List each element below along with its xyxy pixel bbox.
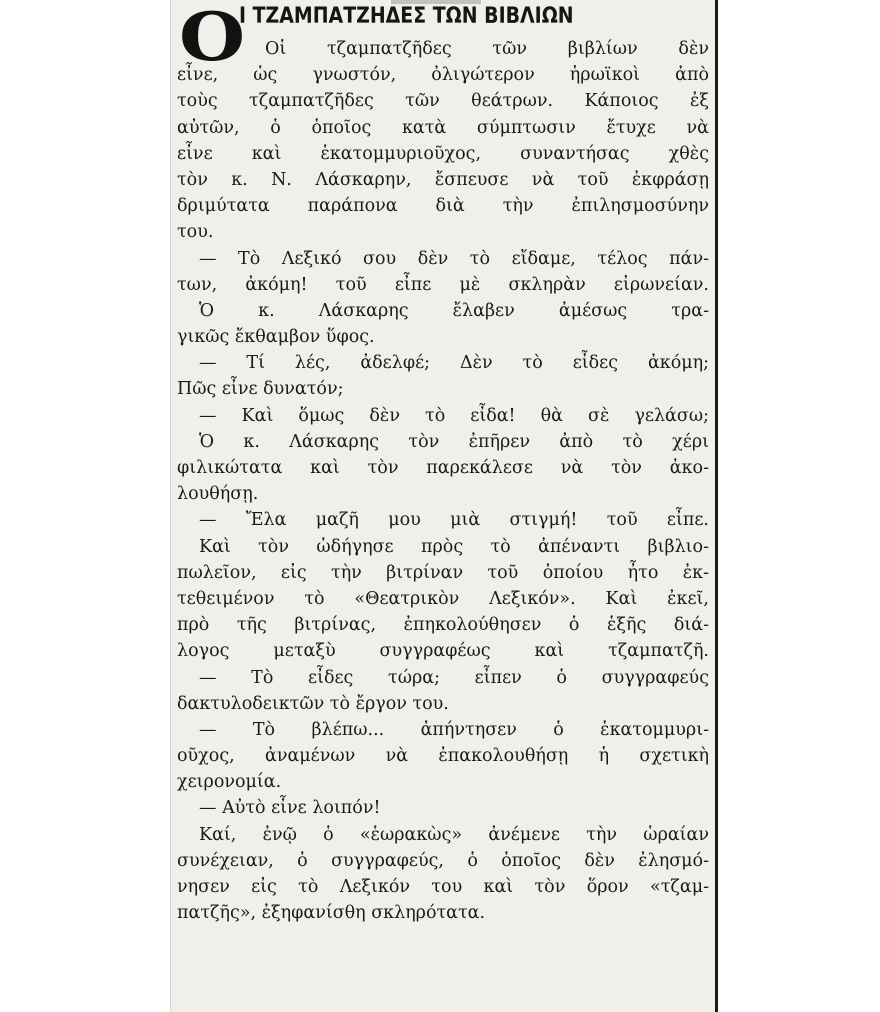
article-line: εἶνε καὶ ἑκατομμυριοῦχος, συναντήσας χθὲς bbox=[177, 143, 709, 164]
article-line: Ὁ κ. Λάσκαρης ἔλαβεν ἀμέσως τρα- bbox=[199, 300, 709, 321]
article-line: τεθειμένον τὸ «Θεατρικὸν Λεξικόν». Καὶ ἐκεῖ, bbox=[177, 588, 709, 609]
article-line: αὐτῶν, ὁ ὁποῖος κατὰ σύμπτωσιν ἔτυχε νὰ bbox=[177, 117, 709, 138]
article-line: λουθήσῃ. bbox=[177, 484, 259, 505]
article-line: γικῶς ἔκθαμβον ὕφος. bbox=[177, 327, 375, 348]
article-line: εἶνε, ὡς γνωστόν, ὀλιγώτερον ἡρωϊκοὶ ἀπὸ bbox=[177, 65, 709, 86]
article-line: δριμύτατα παράπονα διὰ τὴν ἐπιλησμοσύνην bbox=[177, 196, 709, 217]
article-line: Καὶ τὸν ὡδήγησε πρὸς τὸ ἀπέναντι βιβλιο- bbox=[199, 536, 709, 557]
article-line: Πῶς εἶνε δυνατόν; bbox=[177, 379, 344, 400]
article-line: πρὸ τῆς βιτρίνας, ἐπηκολούθησεν ὁ ἑξῆς διά- bbox=[177, 615, 709, 636]
article-line: Καί, ἐνῷ ὁ «ἑωρακὼς» ἀνέμενε τὴν ὡραίαν bbox=[199, 824, 709, 845]
newspaper-clipping bbox=[170, 0, 718, 1012]
article-line: — Ἔλα μαζῆ μου μιὰ στιγμή! τοῦ εἶπε. bbox=[199, 510, 709, 531]
article-line: δακτυλοδεικτῶν τὸ ἔργον του. bbox=[177, 693, 449, 714]
article-line: — Καὶ ὅμως δὲν τὸ εἶδα! θὰ σὲ γελάσω; bbox=[199, 405, 709, 426]
article-line: φιλικώτατα καὶ τὸν παρεκάλεσε νὰ τὸν ἀκο- bbox=[177, 458, 709, 478]
article-line: — Τὸ εἶδες τώρα; εἶπεν ὁ συγγραφεύς bbox=[199, 667, 709, 688]
article-line: συνέχειαν, ὁ συγγραφεύς, ὁ ὁποῖος δὲν ἐλησμό- bbox=[177, 850, 709, 871]
article-headline: Ι ΤΖΑΜΠΑΤΖΗΔΕΣ ΤΩΝ ΒΙΒΛΙΩΝ bbox=[239, 4, 574, 29]
article-body bbox=[177, 36, 709, 926]
article-line: Ὁ κ. Λάσκαρης τὸν ἐπῆρεν ἀπὸ τὸ χέρι bbox=[199, 431, 709, 452]
article-line: — Τί λές, ἀδελφέ; Δὲν τὸ εἶδες ἀκόμη; bbox=[199, 353, 709, 374]
article-line: οῦχος, ἀναμένων νὰ ἐπακολουθήσῃ ἡ σχετικὴ bbox=[177, 746, 709, 767]
article-line: — Τὸ Λεξικό σου δὲν τὸ εἴδαμε, τέλος πάν- bbox=[199, 248, 709, 269]
article-line: — Τὸ βλέπω... ἀπήντησεν ὁ ἑκατομμυρι- bbox=[199, 719, 709, 740]
article-line: Οἱ τζαμπατζῆδες τῶν βιβλίων δὲν bbox=[265, 39, 709, 59]
article-line: λογος μεταξὺ συγγραφέως καὶ τζαμπατζῆ. bbox=[177, 641, 709, 662]
article-line: των, ἀκόμη! τοῦ εἶπε μὲ σκληρὰν εἰρωνείαν. bbox=[177, 274, 709, 295]
article-line: πατζῆς», ἐξηφανίσθη σκληρότατα. bbox=[177, 903, 486, 924]
article-line: του. bbox=[177, 222, 214, 243]
article-line: χειρονομία. bbox=[177, 772, 282, 793]
article-line: τοὺς τζαμπατζῆδες τῶν θεάτρων. Κάποιος ἐξ bbox=[177, 91, 709, 112]
article-line: τὸν κ. Ν. Λάσκαρην, ἔσπευσε νὰ τοῦ ἐκφράσῃ bbox=[177, 169, 709, 190]
article-line: πωλεῖον, εἰς τὴν βιτρίναν τοῦ ὁποίου ἦτο ἐκ- bbox=[177, 562, 709, 583]
article-line: νησεν εἰς τὸ Λεξικόν του καὶ τὸν ὅρον «τζαμ- bbox=[177, 877, 709, 897]
article-line: — Αὐτὸ εἶνε λοιπόν! bbox=[199, 798, 381, 819]
drop-cap: Ο bbox=[179, 0, 246, 76]
